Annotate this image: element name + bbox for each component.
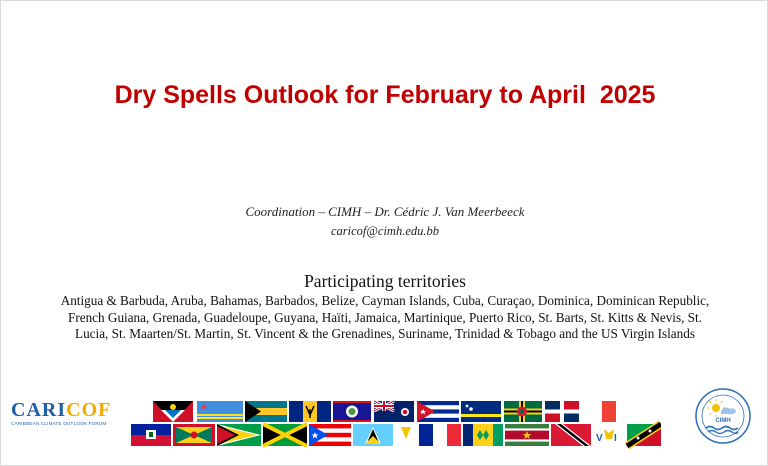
flag-belize-icon xyxy=(333,401,371,422)
caricof-logo-prefix: CARI xyxy=(11,399,67,421)
territories-list: Antigua & Barbuda, Aruba, Bahamas, Barbados, Belize, Cayman Islands, Cuba, Curaçao, Dominica, Dominican Republic, French Guiana, Grenada, Guadeloupe, Guyana, Haïti, Jamaica, Martinique, Puerto Rico, St. Barts, St. Kitts & Nevis, St. Lucia, St. Maarten/St. Martin, St. Vincent & the Grenadines, Suriname, Trinidad & Tobago and the US Virgin Islands xyxy=(60,293,710,341)
flag-us-virgin-islands-icon xyxy=(593,424,625,446)
participating-heading: Participating territories xyxy=(304,271,466,291)
flag-curacao-icon xyxy=(461,401,501,422)
flag-guyana-icon xyxy=(217,424,261,446)
flag-french-icon xyxy=(582,401,616,422)
flag-trinidad-icon xyxy=(551,424,591,446)
caricof-logo xyxy=(11,399,123,433)
contact-email: caricof@cimh.edu.bb xyxy=(330,224,439,238)
caribbean-flags-icon xyxy=(131,399,661,449)
flag-french-overseas-icon xyxy=(419,424,461,446)
flag-dominican-republic-icon xyxy=(545,401,579,422)
coordination-credit: Coordination – CIMH – Dr. Cédric J. Van Meerbeeck xyxy=(245,204,525,219)
flag-cuba-icon xyxy=(417,401,459,422)
flag-grenada-icon xyxy=(173,424,215,446)
svg-text:V: V xyxy=(596,433,603,444)
flag-cayman-icon xyxy=(374,401,414,422)
cimh-label: CIMH xyxy=(715,418,731,424)
svg-text:I: I xyxy=(614,433,617,444)
caricof-logo-wordmark xyxy=(11,399,123,421)
flag-bahamas-icon xyxy=(245,401,287,422)
flag-us-vi-icon xyxy=(395,424,417,446)
slide-title: Dry Spells Outlook for February to April 2025 xyxy=(114,81,656,109)
flag-barbados-icon xyxy=(289,401,331,422)
caricof-logo-suffix: COF xyxy=(66,399,112,421)
flag-haiti-icon xyxy=(131,424,171,446)
flag-st-vincent-icon xyxy=(463,424,503,446)
flag-st-lucia-icon xyxy=(353,424,393,446)
caricof-logo-subtitle: CARIBBEAN CLIMATE OUTLOOK FORUM xyxy=(11,421,107,426)
flag-dominica-icon xyxy=(504,401,542,422)
flag-puerto-rico-icon xyxy=(309,424,351,446)
flag-st-kitts-icon xyxy=(627,424,661,446)
flag-jamaica-icon xyxy=(263,424,307,446)
flag-antigua-icon xyxy=(153,401,193,422)
flag-suriname-icon xyxy=(505,424,549,446)
flag-aruba-icon xyxy=(197,401,243,422)
cimh-seal-icon xyxy=(694,387,752,445)
